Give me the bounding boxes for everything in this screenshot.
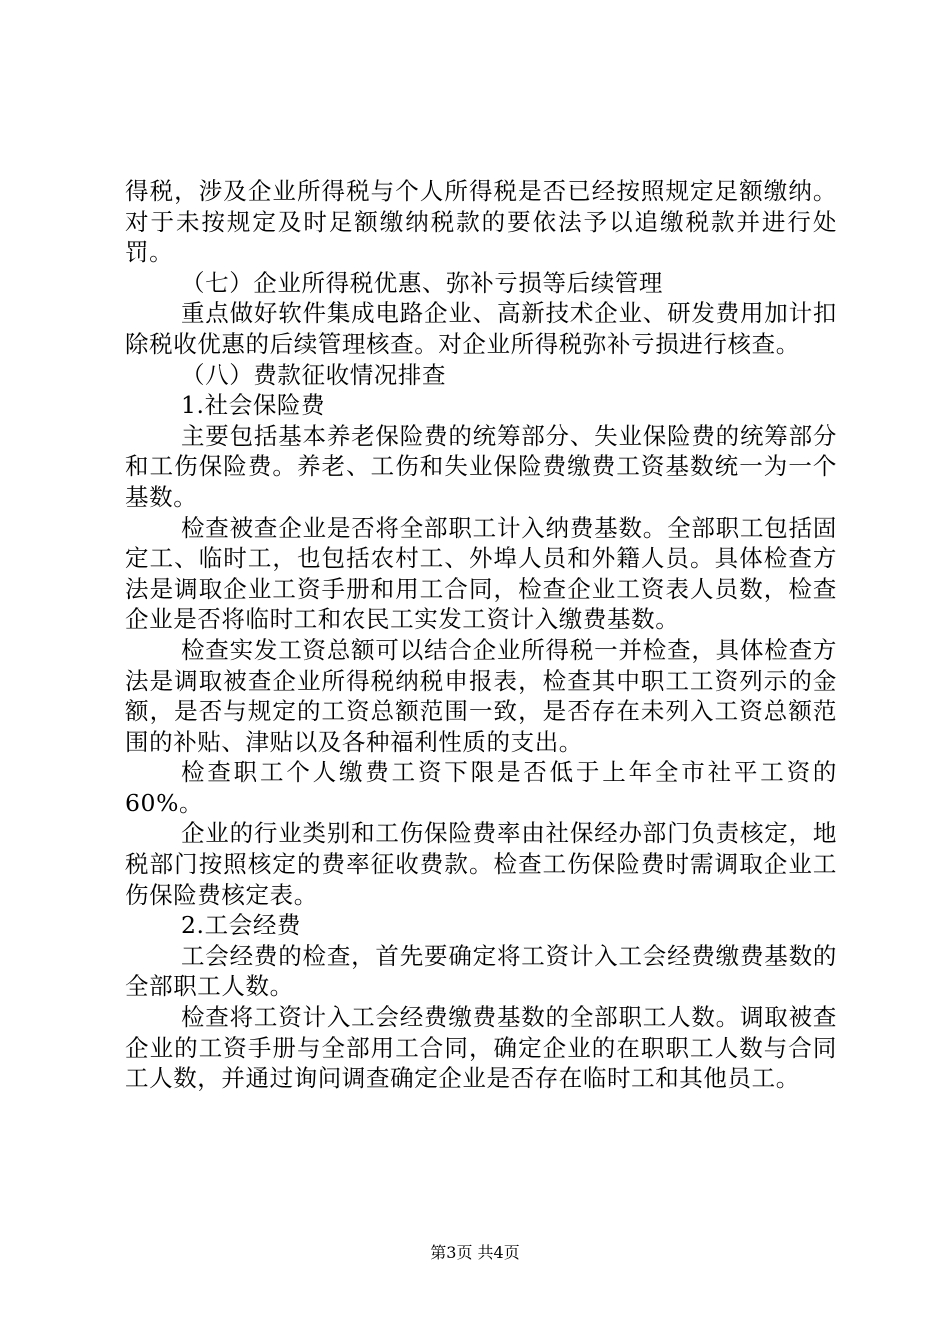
paragraph-8: 检查实发工资总额可以结合企业所得税一并检查，具体检查方法是调取被查企业所得税纳税申报表，检查其中职工工资列示的金额，是否与规定的工资总额范围一致，是否存在未列入工资总额范围的补贴、津贴以及各种福利性质的支出。 [125,635,837,756]
document-body [125,176,837,1094]
paragraph-13: 检查将工资计入工会经费缴费基数的全部职工人数。调取被查企业的工资手册与全部用工合同，确定企业的在职职工人数与合同工人数，并通过询问调查确定企业是否存在临时工和其他员工。 [125,1003,837,1093]
section-heading-7: （七）企业所得税优惠、弥补亏损等后续管理 [181,268,663,297]
paragraph-3: 重点做好软件集成电路企业、高新技术企业、研发费用加计扣除税收优惠的后续管理核查。对企业所得税弥补亏损进行核查。 [125,299,837,358]
paragraph-6: 主要包括基本养老保险费的统筹部分、失业保险费的统筹部分和工伤保险费。养老、工伤和失业保险费缴费工资基数统一为一个基数。 [125,421,837,511]
page-number-footer: 第3页 共4页 [430,1243,520,1262]
paragraph-10: 企业的行业类别和工伤保险费率由社保经办部门负责核定，地税部门按照核定的费率征收费款。检查工伤保险费时需调取企业工伤保险费核定表。 [125,819,837,909]
paragraph-7: 检查被查企业是否将全部职工计入纳费基数。全部职工包括固定工、临时工，也包括农村工、外埠人员和外籍人员。具体检查方法是调取企业工资手册和用工合同，检查企业工资表人员数，检查企业是否将临时工和农民工实发工资计入缴费基数。 [125,513,837,634]
section-heading-8: （八）费款征收情况排查 [181,360,447,389]
paragraph-12: 工会经费的检查，首先要确定将工资计入工会经费缴费基数的全部职工人数。 [125,941,837,1001]
subheading-union-fee: 2.工会经费 [181,911,302,940]
paragraph-9: 检查职工个人缴费工资下限是否低于上年全市社平工资的60%。 [125,758,837,817]
paragraph-1: 得税，涉及企业所得税与个人所得税是否已经按照规定足额缴纳。对于未按规定及时足额缴纳税款的要依法予以追缴税款并进行处罚。 [125,177,837,267]
subheading-social-insurance: 1.社会保险费 [181,391,326,420]
